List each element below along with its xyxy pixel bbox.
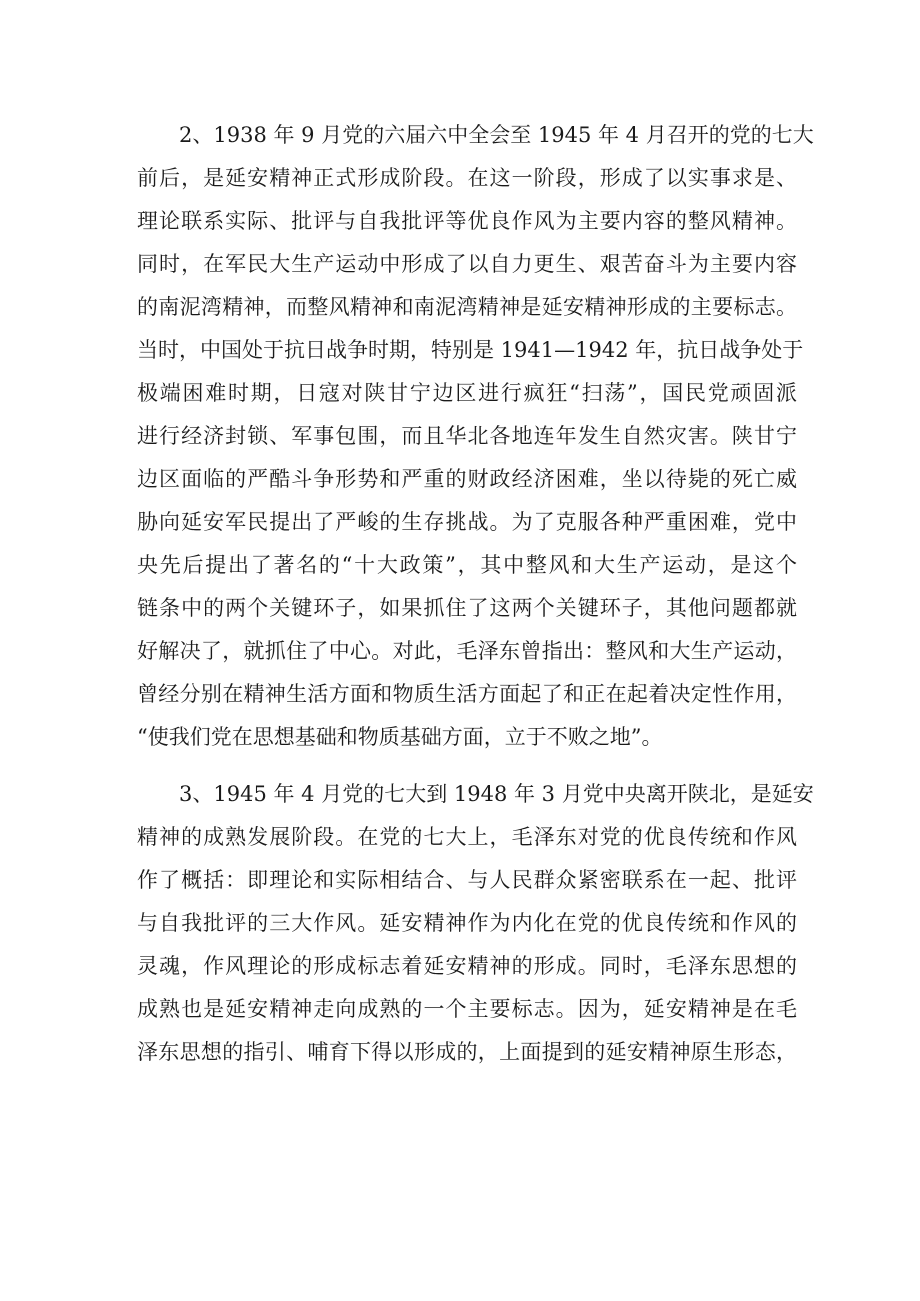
text-line: 当时，中国处于抗日战争时期，特别是 1941—1942 年，抗日战争处于 [137, 338, 804, 362]
text-line: 曾经分别在精神生活方面和物质生活方面起了和正在起着决定性作用， [137, 682, 797, 706]
text-line: 同时，在军民大生产运动中形成了以自力更生、艰苦奋斗为主要内容 [137, 252, 797, 276]
text-line: 作了概括：即理论和实际相结合、与人民群众紧密联系在一起、批评 [137, 868, 797, 892]
text-line: 3、1945 年 4 月党的七大到 1948 年 3 月党中央离开陕北，是延安 [179, 782, 814, 806]
text-line: 边区面临的严酷斗争形势和严重的财政经济困难，坐以待毙的死亡威 [137, 467, 797, 491]
text-line: 灵魂，作风理论的形成标志着延安精神的形成。同时，毛泽东思想的 [137, 954, 797, 978]
text-line: 极端困难时期，日寇对陕甘宁边区进行疯狂“扫荡”，国民党顽固派 [137, 381, 797, 405]
text-line: 链条中的两个关键环子，如果抓住了这两个关键环子，其他问题都就 [137, 596, 797, 620]
text-line: 进行经济封锁、军事包围，而且华北各地连年发生自然灾害。陕甘宁 [137, 424, 797, 448]
text-line: 理论联系实际、批评与自我批评等优良作风为主要内容的整风精神。 [137, 209, 797, 233]
text-line: 精神的成熟发展阶段。在党的七大上，毛泽东对党的优良传统和作风 [137, 825, 797, 849]
text-line: 泽东思想的指引、哺育下得以形成的，上面提到的延安精神原生形态， [137, 1040, 797, 1064]
text-line: 胁向延安军民提出了严峻的生存挑战。为了克服各种严重困难，党中 [137, 510, 797, 534]
text-line: 好解决了，就抓住了中心。对此，毛泽东曾指出：整风和大生产运动， [137, 639, 797, 663]
text-line: 央先后提出了著名的“十大政策”，其中整风和大生产运动，是这个 [137, 553, 797, 577]
text-line: 2、1938 年 9 月党的六届六中全会至 1945 年 4 月召开的党的七大 [179, 123, 814, 147]
text-line: 与自我批评的三大作风。延安精神作为内化在党的优良传统和作风的 [137, 911, 797, 935]
text-line: “使我们党在思想基础和物质基础方面，立于不败之地”。 [137, 725, 663, 749]
text-line: 成熟也是延安精神走向成熟的一个主要标志。因为，延安精神是在毛 [137, 997, 797, 1021]
text-line: 的南泥湾精神，而整风精神和南泥湾精神是延安精神形成的主要标志。 [137, 295, 797, 319]
text-line: 前后，是延安精神正式形成阶段。在这一阶段，形成了以实事求是、 [137, 166, 797, 190]
